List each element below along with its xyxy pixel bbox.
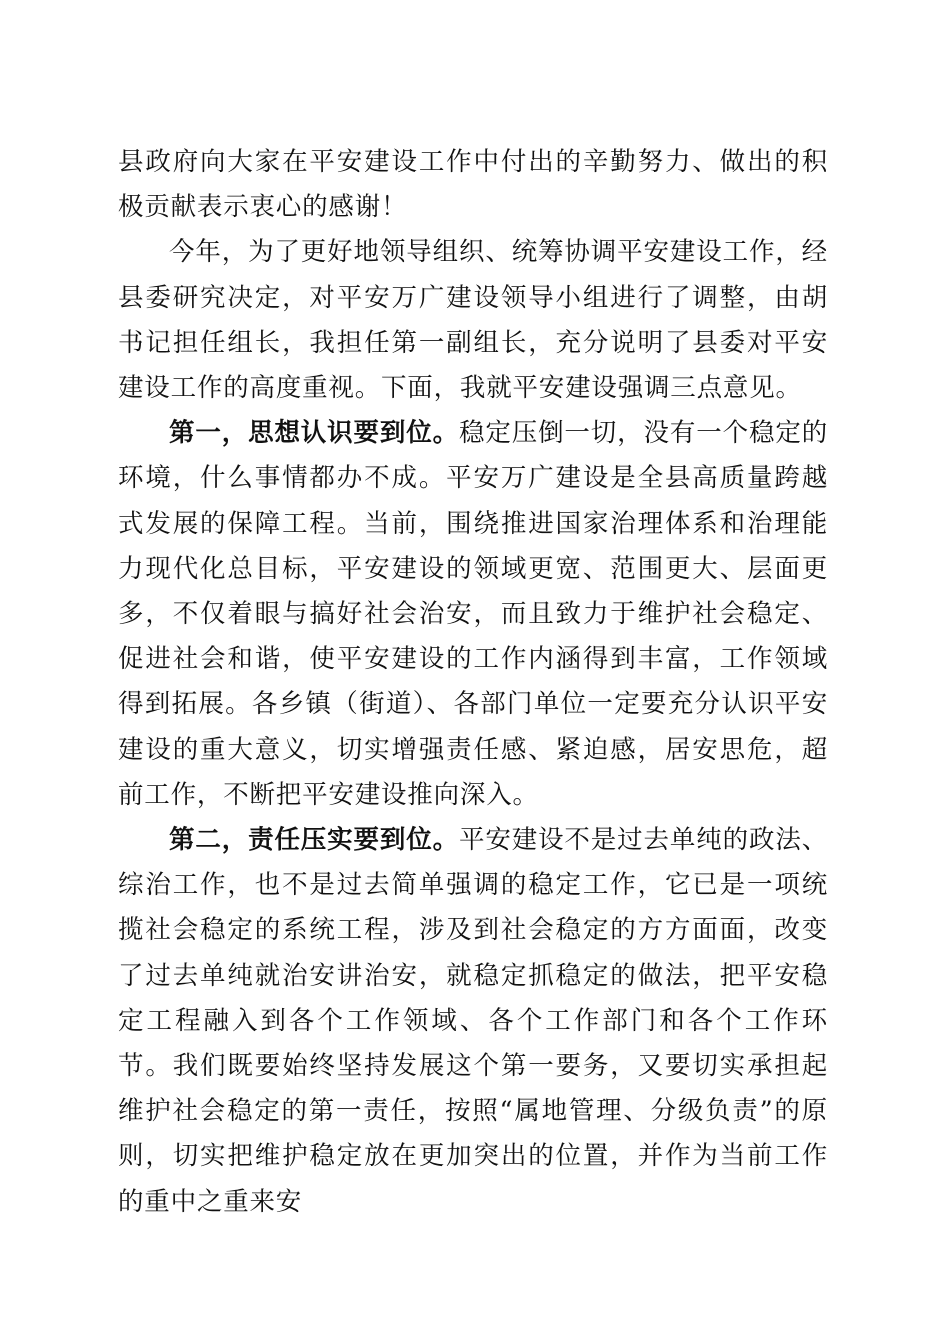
paragraph-text: 稳定压倒一切，没有一个稳定的环境，什么事情都办不成。平安万广建设是全县高质量跨越式发展的保障工程。当前，围绕推进国家治理体系和治理能力现代化总目标，平安建设的领域更宽、范围更大、层面更多，不仅着眼与搞好社会治安，而且致力于维护社会稳定、促进社会和谐，使平安建设的工作内涵得到丰富，工作领域得到拓展。各乡镇（街道）、各部门单位一定要充分认识平安建设的重大意义，切实增强责任感、紧迫感，居安思危，超前工作，不断把平安建设推向深入。 [118, 418, 828, 810]
body-text [118, 140, 828, 1225]
paragraph-point-one [118, 411, 828, 818]
point-heading: 第一，思想认识要到位。 [169, 418, 459, 449]
paragraph-point-two [118, 818, 828, 1225]
paragraph-text: 县政府向大家在平安建设工作中付出的辛勤努力、做出的积极贡献表示衷心的感谢！ [118, 147, 828, 223]
paragraph-thanks [118, 140, 828, 230]
paragraph-text: 平安建设不是过去单纯的政法、综治工作，也不是过去简单强调的稳定工作，它已是一项统揽社会稳定的系统工程，涉及到社会稳定的方方面面，改变了过去单纯就治安讲治安，就稳定抓稳定的做法，把平安稳定工程融入到各个工作领域、各个工作部门和各个工作环节。我们既要始终坚持发展这个第一要务，又要切实承担起维护社会稳定的第一责任，按照“属地管理、分级负责”的原则，切实把维护稳定放在更加突出的位置，并作为当前工作的重中之重来安 [118, 825, 828, 1217]
paragraph-text: 今年，为了更好地领导组织、统筹协调平安建设工作，经县委研究决定，对平安万广建设领导小组进行了调整，由胡书记担任组长，我担任第一副组长，充分说明了县委对平安建设工作的高度重视。下面，我就平安建设强调三点意见。 [118, 237, 828, 404]
paragraph-leadership-group [118, 230, 828, 411]
point-heading: 第二，责任压实要到位。 [169, 825, 459, 856]
